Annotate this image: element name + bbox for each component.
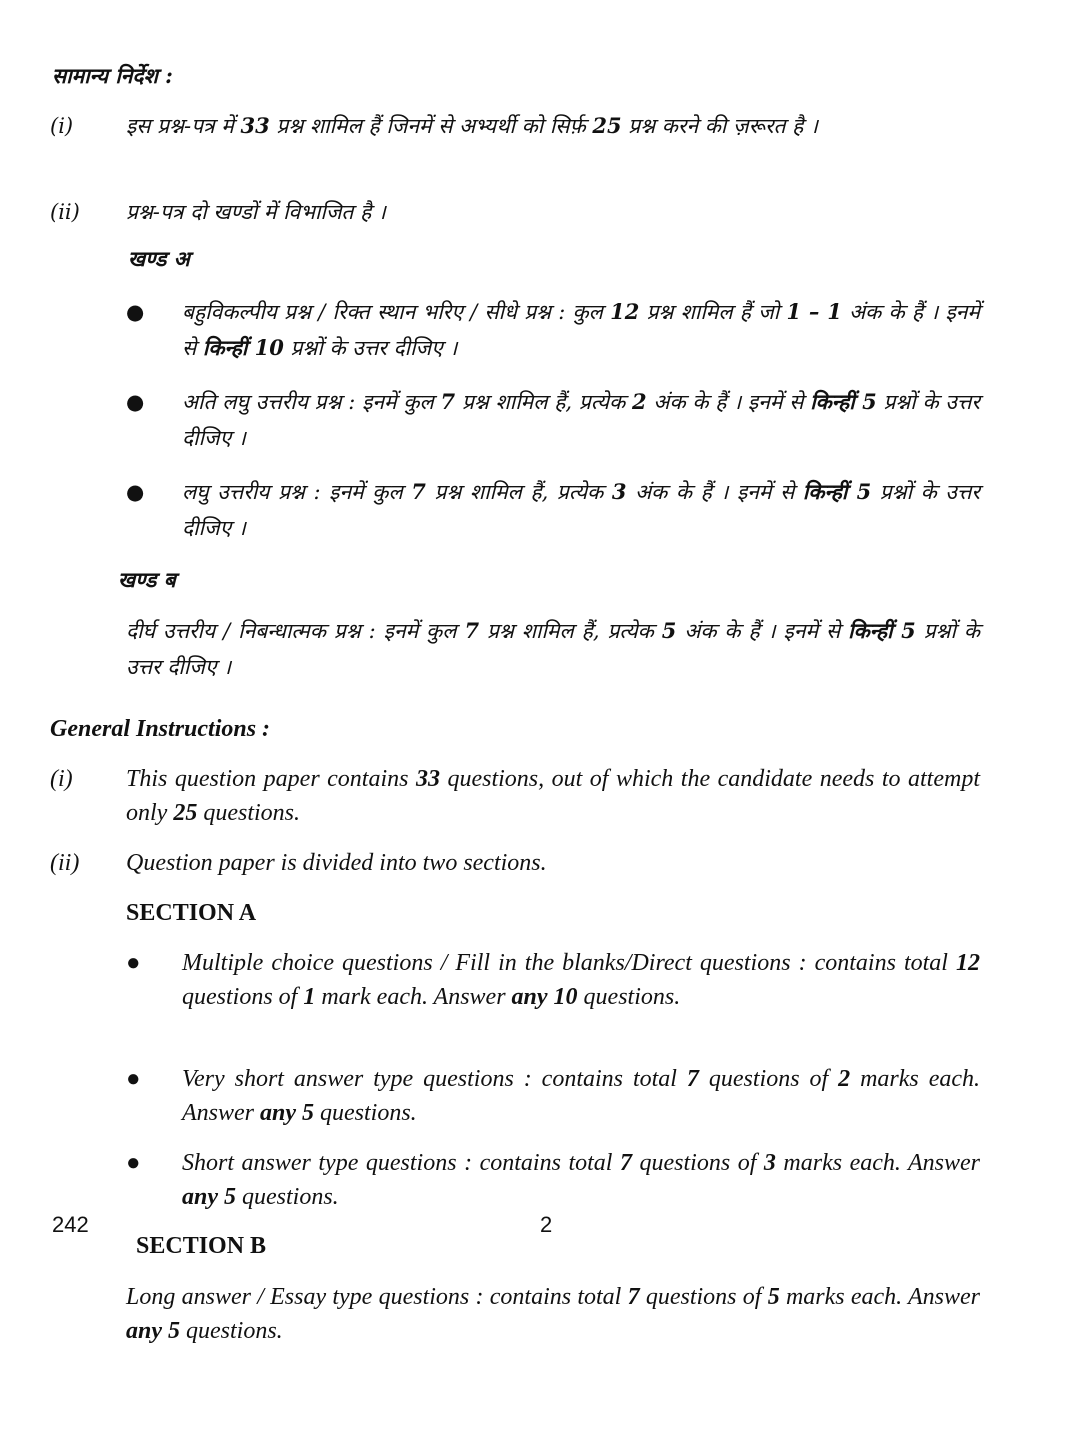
- hindi-heading: सामान्य निर्देश :: [52, 63, 173, 88]
- english-section-b-title: SECTION B: [136, 1233, 267, 1259]
- english-long-answer-text: Long answer / Essay type questions : contains total 7 questions of 5 marks each. Answer any 5 questions.: [126, 1284, 980, 1344]
- bullet-dot: ●: [126, 1150, 141, 1176]
- english-bullet-2: ● Very short answer type questions : contains total 7 questions of 2 marks each. Answer any 5 questions.: [126, 1062, 980, 1130]
- hindi-item-2: [50, 194, 980, 230]
- english-bullet-3: ● Short answer type questions : contains total 7 questions of 3 marks each. Answer any 5 questions.: [126, 1146, 980, 1214]
- hindi-long-answer-text: दीर्घ उत्तरीय / निबन्धात्मक प्रश्न : इनमें कुल 7 प्रश्न शामिल हैं, प्रत्येक 5 अंक के हैं । इनमें से किन्हीं 5 प्रश्नों के उत्तर दीजिए ।: [126, 618, 981, 679]
- item-number: (i): [50, 114, 74, 138]
- page-number: 2: [540, 1212, 553, 1237]
- hindi-bullet-3: ● लघु उत्तरीय प्रश्न : इनमें कुल 7 प्रश्न शामिल हैं, प्रत्येक 3 अंक के हैं । इनमें से किन्हीं 5 प्रश्नों के उत्तर दीजिए ।: [126, 474, 980, 546]
- item-text: This question paper contains 33 questions, out of which the candidate needs to attempt only 25 questions.: [126, 766, 981, 826]
- bullet-dot: ●: [126, 950, 141, 976]
- hindi-section-a-title: खण्ड अ: [128, 246, 190, 271]
- item-number: (ii): [50, 200, 80, 224]
- item-text: इस प्रश्न-पत्र में 33 प्रश्न शामिल हैं जिनमें से अभ्यर्थी को सिर्फ़ 25 प्रश्न करने की ज़रूरत है ।: [126, 113, 818, 138]
- item-text: प्रश्न-पत्र दो खण्डों में विभाजित है ।: [126, 200, 386, 224]
- english-section-a-title: SECTION A: [126, 900, 257, 926]
- bullet-dot: ●: [126, 1066, 141, 1092]
- english-item-1: [50, 762, 980, 830]
- item-text: Question paper is divided into two sections.: [126, 850, 547, 876]
- hindi-section-b-title: खण्ड ब: [118, 567, 176, 592]
- bullet-dot: ●: [126, 480, 145, 504]
- english-item-2: [50, 846, 980, 880]
- hindi-item-1: [50, 108, 980, 144]
- bullet-dot: ●: [126, 300, 145, 324]
- hindi-bullet-1: ● बहुविकल्पीय प्रश्न / रिक्त स्थान भरिए / सीधे प्रश्न : कुल 12 प्रश्न शामिल हैं जो 1 – 1 अंक के हैं । इनमें से किन्हीं 10 प्रश्नों के उत्तर दीजिए ।: [126, 294, 980, 366]
- english-bullet-1: ● Multiple choice questions / Fill in the blanks/Direct questions : contains total 12 questions of 1 mark each. Answer any 10 questions.: [126, 946, 980, 1014]
- hindi-bullet-2: ● अति लघु उत्तरीय प्रश्न : इनमें कुल 7 प्रश्न शामिल हैं, प्रत्येक 2 अंक के हैं । इनमें से किन्हीं 5 प्रश्नों के उत्तर दीजिए ।: [126, 384, 980, 456]
- bullet-dot: ●: [126, 390, 145, 414]
- item-number: (ii): [50, 850, 80, 876]
- paper-code: 242: [52, 1212, 89, 1237]
- item-number: (i): [50, 766, 73, 792]
- english-heading: General Instructions :: [50, 716, 271, 742]
